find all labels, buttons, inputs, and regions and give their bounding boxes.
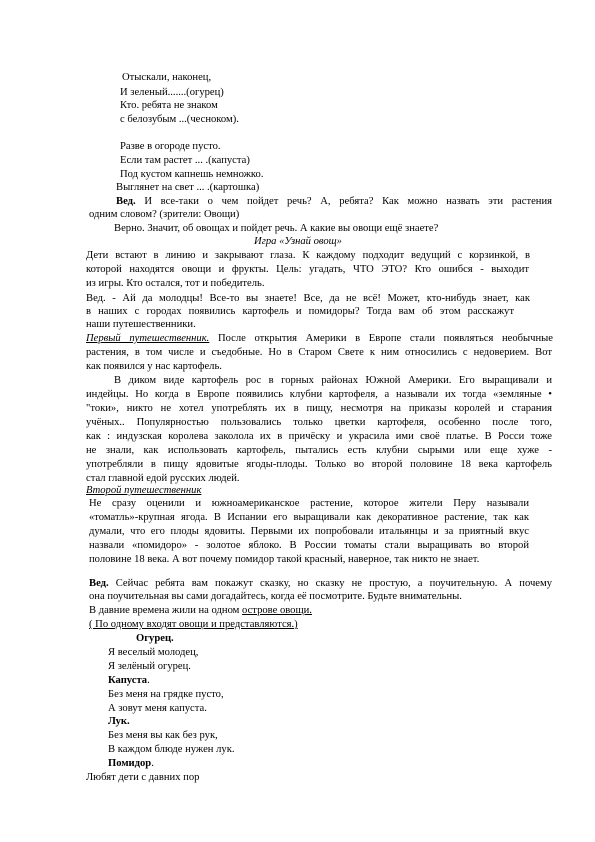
text-run: В давние времена жили на одном <box>89 605 243 616</box>
verse-line: Без меня на грядке пусто, <box>108 689 224 700</box>
character-name <box>108 758 154 770</box>
verse-line: Я зелёный огурец. <box>108 661 191 672</box>
paragraph-line: растения, в том числе и съедобные. Но в Старом Свете к ним относились с недоверием. Вот <box>86 347 552 358</box>
speaker-label: Вед. <box>89 578 109 589</box>
paragraph-line: половине 18 века. А вот почему помидор такой красный, наверное, так никто не знает. <box>89 554 480 565</box>
paragraph-line: в наших с городах появились картофель и помидоры? Тогда вам об этом расскажут <box>86 306 514 317</box>
character-name-text: Помидор <box>108 758 152 769</box>
verse-line: В каждом блюде нужен лук. <box>108 744 235 755</box>
paragraph-line: Не сразу оценили и южноамериканское растение, которое жители Перу называли <box>89 498 529 509</box>
paragraph-line <box>86 333 553 345</box>
paragraph-line: "токи», никто не хотел употреблять их в пищу, несмотря на приказы королей и старания <box>86 403 552 414</box>
text-run: После открытия Америки в Европе стали появляться необычные <box>209 333 553 344</box>
traveler-heading: Второй путешественник <box>86 485 202 496</box>
poem-line: Выглянет на свет ... .(картошка) <box>116 182 260 193</box>
paragraph-line: одним словом? (зрители: Овощи) <box>89 209 240 220</box>
text-run: острове овощи. <box>242 605 312 616</box>
paragraph-line: Дети встают в линию и закрывают глаза. К каждому подходит ведущий с корзинкой, в <box>86 250 530 261</box>
verse-line: Любят дети с давних пор <box>86 772 200 783</box>
poem-line: Разве в огороде пусто. <box>120 141 221 152</box>
paragraph-line: наши путешественники. <box>86 319 196 330</box>
character-name: Огурец. <box>136 633 174 644</box>
paragraph-line: Верно. Значит, об овощах и пойдет речь. А какие вы овощи ещё знаете? <box>114 223 439 234</box>
speaker-label: Вед. <box>116 196 136 207</box>
paragraph-line: думали, что его плоды ядовиты. Первыми их попробовали итальянцы и за приятный вкус <box>89 526 529 537</box>
poem-line: Если там растет ... .(капуста) <box>120 155 250 166</box>
poem-line: И зеленый.......(огурец) <box>120 87 224 98</box>
paragraph-line: назвали «помидоро» - золотое яблоко. В России томаты стали выращивать во второй <box>89 540 529 551</box>
text-run: Сейчас ребята вам покажут сказку, но сказку не простую, а поучительную. А почему <box>108 578 552 589</box>
paragraph-line: употребляли в пищу ядовитые ягоды-плоды. Только во второй половине 18 века картофель <box>86 459 552 470</box>
paragraph-line: не знали, как использовать картофель, пытались есть клубни сырыми или еще хуже - <box>86 445 552 456</box>
text-run: . <box>147 675 150 686</box>
character-name-text: Капуста <box>108 675 148 686</box>
text-run: И все-таки о чем пойдет речь? А, ребята? Как можно назвать эти растения <box>135 196 552 207</box>
paragraph-line: «томатль»-крупная ягода. В Испании его выращивали как декоративное растение, так как <box>89 512 529 523</box>
paragraph-line: которой находятся овощи и фрукты. Цель: угадать, ЧТО ЭТО? Кто ошибся - выходит <box>86 264 529 275</box>
paragraph-line: учёных.. Популярностью пользовались только цветки картофеля, особенно после того, <box>86 417 552 428</box>
paragraph-line: Вед. - Ай да молодцы! Все-то вы знаете! Все, да не всё! Может, кто-нибудь знает, как <box>86 293 530 304</box>
paragraph-line: как появился у нас картофель. <box>86 361 222 372</box>
paragraph-line <box>116 196 552 208</box>
game-title: Игра «Узнай овощ» <box>254 236 342 247</box>
verse-line: Без меня вы как без рук, <box>108 730 218 741</box>
poem-line: Кто. ребята не знаком <box>120 100 218 111</box>
paragraph-line: как : индузская королева заколола их в причёску и украсила ими своё платье. В Росси тоже <box>86 431 552 442</box>
traveler-heading: Первый путешественник. <box>86 333 210 344</box>
poem-line: с белозубым ...(чесноком). <box>120 114 239 125</box>
paragraph-line: В диком виде картофель рос в горных районах Южной Америки. Его выращивали и <box>114 375 552 386</box>
paragraph-line <box>89 605 312 617</box>
paragraph-line: стал главной едой русских людей. <box>86 473 240 484</box>
poem-line: Отыскали, наконец, <box>122 72 212 83</box>
character-name <box>108 675 150 687</box>
verse-line: А зовут меня капуста. <box>108 703 207 714</box>
paragraph-line: из игры. Кто остался, тот и победитель. <box>86 278 265 289</box>
character-name: Лук. <box>108 716 130 727</box>
paragraph-line: индейцы. Но когда в Европе появились клубни картофеля, а называли их тогда «земляные • <box>86 389 552 400</box>
stage-direction: ( По одному входят овощи и представляются.) <box>89 619 298 630</box>
verse-line: Я веселый молодец, <box>108 647 199 658</box>
paragraph-line <box>89 578 552 590</box>
poem-line: Под кустом капнешь немножко. <box>120 169 264 180</box>
text-run: . <box>151 758 154 769</box>
paragraph-line: она поучительная вы сами догадайтесь, когда её посмотрите. Будьте внимательны. <box>89 591 462 602</box>
